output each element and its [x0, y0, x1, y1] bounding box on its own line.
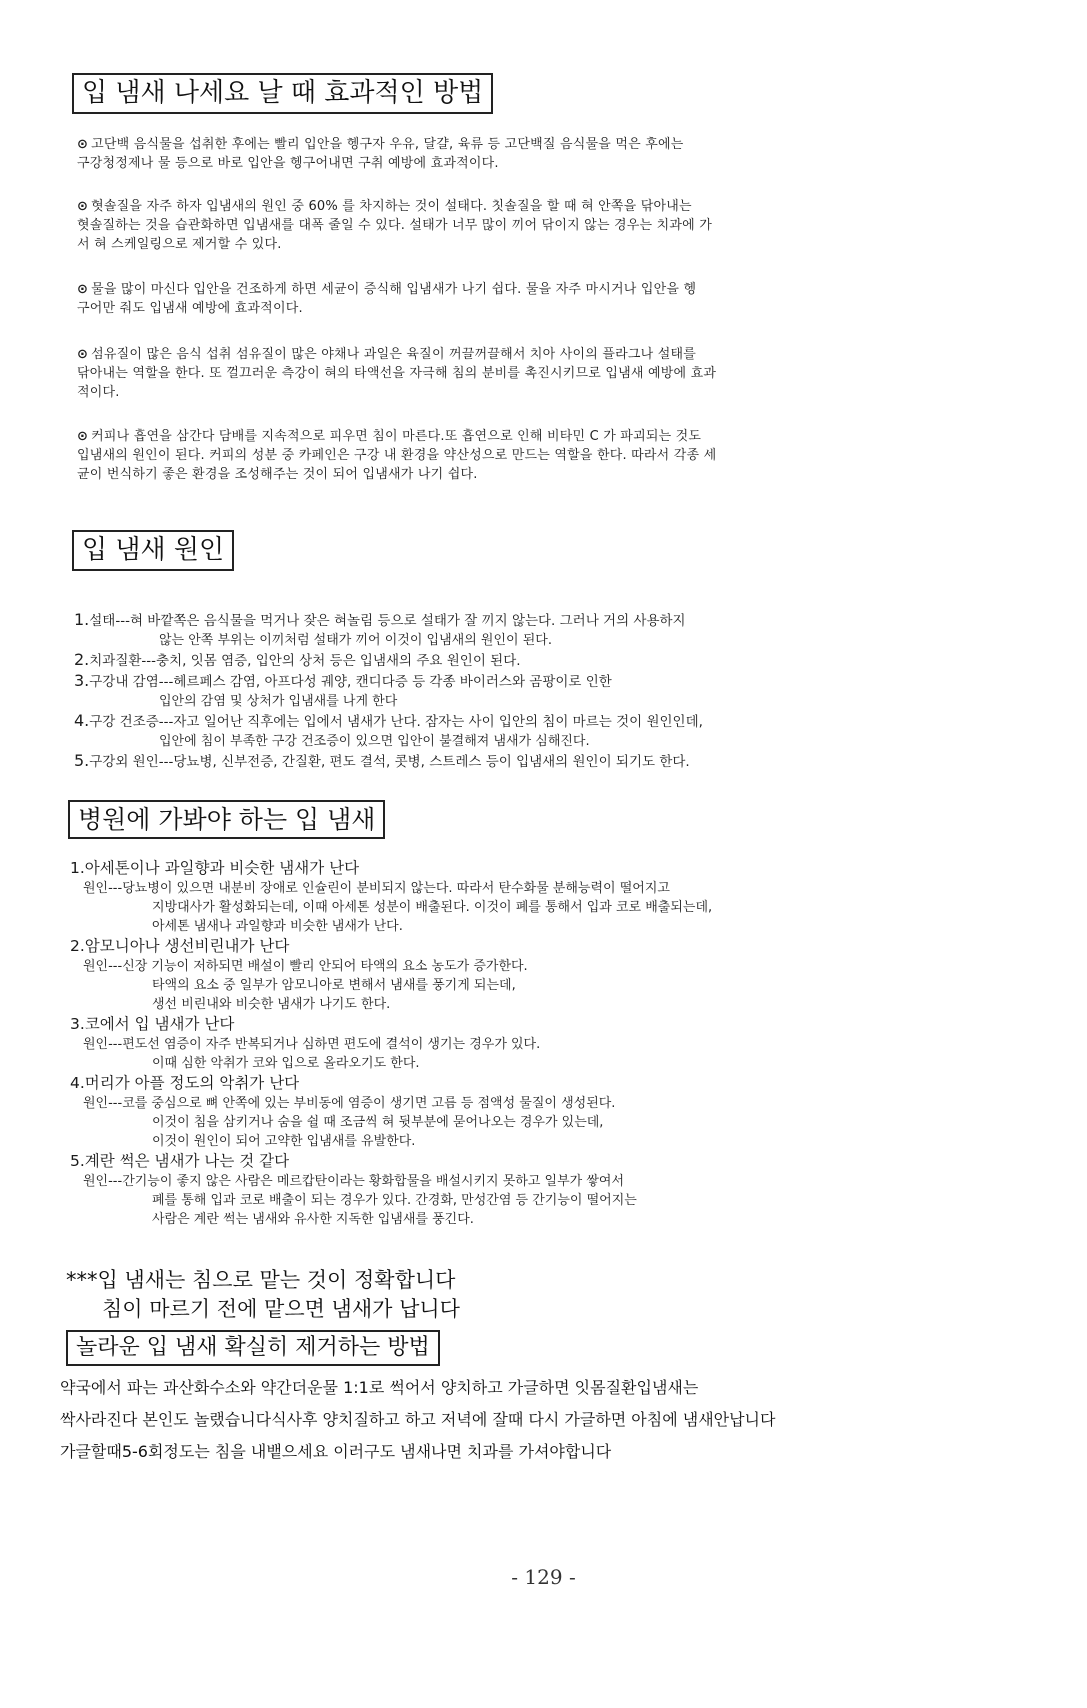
list-item	[70, 936, 980, 1014]
list-item	[70, 858, 980, 936]
item-heading: 1.아세톤이나 과일향과 비슷한 냄새가 난다	[70, 859, 360, 877]
paragraph-line: 균이 번식하기 좋은 환경을 조성해주는 것이 되어 입냄새가 나기 쉽다.	[77, 467, 478, 482]
item-line: 원인---간기능이 좋지 않은 사람은 메르캅탄이라는 황화합물을 배설시키지 못하고 일부가 쌓여서	[83, 1174, 625, 1189]
instruction-line: 약국에서 파는 과산화수소와 약간더운물 1:1로 썩어서 양치하고 가글하면 잇몸질환입냄새는	[60, 1378, 699, 1397]
item-line: 원인---신장 기능이 저하되면 배설이 빨리 안되어 타액의 요소 농도가 증가한다.	[83, 959, 528, 974]
page-number: - 129 -	[511, 1565, 576, 1589]
item-text: 구강 건조증---자고 일어난 직후에는 입에서 냄새가 난다. 잠자는 사이 입안의 침이 마르는 것이 원인인데,	[89, 714, 703, 730]
paragraph-line: 구강청정제나 물 등으로 바로 입안을 헹구어내면 구취 예방에 효과적이다.	[77, 156, 499, 171]
item-line: 아세톤 냄새나 과일향과 비슷한 냄새가 난다.	[152, 919, 403, 934]
bullet-icon: ⊙	[77, 199, 89, 214]
item-heading: 4.머리가 아플 정도의 악취가 난다	[70, 1074, 300, 1092]
paragraph-line: 혓솔질을 자주 하자 입냄새의 원인 중 60% 를 차지하는 것이 설태다. 칫솔질을 할 때 혀 안쪽을 닦아내는	[91, 199, 692, 214]
section-title-removal: 놀라운 입 냄새 확실히 제거하는 방법	[66, 1330, 440, 1366]
item-heading: 2.암모니아나 생선비린내가 난다	[70, 937, 290, 955]
paragraph-coffee-smoking	[77, 427, 957, 484]
hospital-list	[70, 858, 980, 1229]
paragraph-line: 고단백 음식물을 섭취한 후에는 빨리 입안을 헹구자 우유, 달걀, 육류 등 고단백질 음식물을 먹은 후에는	[91, 137, 684, 152]
item-text: 치과질환---충치, 잇몸 염증, 입안의 상처 등은 입냄새의 주요 원인이 된다.	[89, 653, 521, 669]
item-number: 2.	[74, 650, 90, 669]
item-number: 3.	[74, 671, 90, 690]
paragraph-high-protein	[77, 135, 957, 173]
paragraph-line: 물을 많이 마신다 입안을 건조하게 하면 세균이 증식해 입냄새가 나기 쉽다. 물을 자주 마시거나 입안을 헹	[91, 282, 697, 297]
bullet-icon: ⊙	[77, 137, 89, 152]
paragraph-line: 입냄새의 원인이 된다. 커피의 성분 중 카페인은 구강 내 환경을 약산성으로 만드는 역할을 한다. 따라서 각종 세	[77, 448, 717, 463]
list-item	[70, 1073, 980, 1151]
item-line: 생선 비린내와 비슷한 냄새가 나기도 한다.	[152, 997, 391, 1012]
note-line: ***입 냄새는 침으로 맡는 것이 정확합니다	[66, 1268, 456, 1292]
item-number: 5.	[74, 751, 90, 770]
paragraph-fiber-food	[77, 345, 957, 402]
item-line: 폐를 통해 입과 코로 배출이 되는 경우가 있다. 간경화, 만성간염 등 간기능이 떨어지는	[152, 1193, 637, 1208]
list-item	[74, 751, 974, 772]
instruction-line: 싹사라진다 본인도 놀랬습니다식사후 양치질하고 하고 저녁에 잘때 다시 가글하면 아침에 냄새안납니다	[60, 1410, 776, 1429]
section-title-causes: 입 냄새 원인	[72, 530, 234, 571]
bullet-icon: ⊙	[77, 347, 89, 362]
item-line: 원인---당뇨병이 있으면 내분비 장애로 인슐린이 분비되지 않는다. 따라서 탄수화물 분해능력이 떨어지고	[83, 881, 670, 896]
item-line: 이때 심한 악취가 코와 입으로 올라오기도 한다.	[152, 1056, 420, 1071]
item-line: 이것이 원인이 되어 고약한 입냄새를 유발한다.	[152, 1134, 416, 1149]
paragraph-line: 구어만 줘도 입냄새 예방에 효과적이다.	[77, 301, 303, 316]
bullet-icon: ⊙	[77, 282, 89, 297]
item-text: 구강내 감염---헤르페스 감염, 아프다성 궤양, 캔디다증 등 각종 바이러스와 곰팡이로 인한	[89, 674, 612, 690]
paragraph-line: 섬유질이 많은 음식 섭취 섬유질이 많은 야채나 과일은 육질이 꺼끌꺼끌해서 치아 사이의 플라그나 설태를	[91, 347, 697, 362]
item-line: 사람은 계란 썩는 냄새와 유사한 지독한 입냄새를 풍긴다.	[152, 1212, 474, 1227]
removal-instructions	[60, 1372, 1020, 1468]
item-continuation: 입안의 감염 및 상처가 입냄새를 나게 한다	[159, 694, 398, 709]
item-heading: 3.코에서 입 냄새가 난다	[70, 1015, 235, 1033]
causes-list	[74, 610, 974, 772]
item-line: 원인---코를 중심으로 뼈 안쪽에 있는 부비동에 염증이 생기면 고름 등 점액성 물질이 생성된다.	[83, 1096, 616, 1111]
handwritten-note	[66, 1266, 460, 1324]
paragraph-line: 닦아내는 역할을 한다. 또 껄끄러운 측강이 혀의 타액선을 자극해 침의 분비를 촉진시키므로 입냄새 예방에 효과	[77, 366, 717, 381]
list-item	[70, 1151, 980, 1229]
list-item	[74, 711, 974, 751]
item-number: 1.	[74, 610, 90, 629]
paragraph-drink-water	[77, 280, 957, 318]
paragraph-line: 커피나 흡연을 삼간다 담배를 지속적으로 피우면 침이 마른다.또 흡연으로 인해 비타민 C 가 파괴되는 것도	[91, 429, 702, 444]
item-text: 설태---혀 바깥쪽은 음식물을 먹거나 잦은 혀놀림 등으로 설태가 잘 끼지 않는다. 그러나 거의 사용하지	[89, 613, 686, 629]
item-text: 구강외 원인---당뇨병, 신부전증, 간질환, 편도 결석, 콧병, 스트레스 등이 입냄새의 원인이 되기도 한다.	[89, 754, 690, 770]
item-heading: 5.계란 썩은 냄새가 나는 것 같다	[70, 1152, 290, 1170]
item-continuation: 않는 안쪽 부위는 이끼처럼 설태가 끼어 이것이 입냄새의 원인이 된다.	[159, 633, 552, 648]
bullet-icon: ⊙	[77, 429, 89, 444]
list-item	[74, 610, 974, 650]
paragraph-tongue-brushing	[77, 197, 957, 254]
list-item	[70, 1014, 980, 1073]
paragraph-line: 서 혀 스케일링으로 제거할 수 있다.	[77, 237, 282, 252]
item-line: 타액의 요소 중 일부가 암모니아로 변해서 냄새를 풍기게 되는데,	[152, 978, 516, 993]
section-title-effective-methods: 입 냄새 나세요 날 때 효과적인 방법	[72, 73, 493, 114]
item-line: 지방대사가 활성화되는데, 이때 아세톤 성분이 배출된다. 이것이 폐를 통해서 입과 코로 배출되는데,	[152, 900, 713, 915]
item-line: 이것이 침을 삼키거나 숨을 쉴 때 조금씩 혀 뒷부분에 묻어나오는 경우가 있는데,	[152, 1115, 604, 1130]
section-title-hospital: 병원에 가봐야 하는 입 냄새	[68, 800, 385, 839]
list-item	[74, 650, 974, 671]
list-item	[74, 671, 974, 711]
item-continuation: 입안에 침이 부족한 구강 건조증이 있으면 입안이 불결해져 냄새가 심해진다.	[159, 734, 590, 749]
paragraph-line: 적이다.	[77, 385, 120, 400]
note-line: 침이 마르기 전에 맡으면 냄새가 납니다	[102, 1297, 460, 1321]
instruction-line: 가글할때5-6회정도는 침을 내뱉으세요 이러구도 냄새나면 치과를 가셔야합니다	[60, 1442, 612, 1461]
paragraph-line: 혓솔질하는 것을 습관화하면 입냄새를 대폭 줄일 수 있다. 설태가 너무 많이 끼어 닦이지 않는 경우는 치과에 가	[77, 218, 713, 233]
item-line: 원인---편도선 염증이 자주 반복되거나 심하면 편도에 결석이 생기는 경우가 있다.	[83, 1037, 541, 1052]
item-number: 4.	[74, 711, 90, 730]
